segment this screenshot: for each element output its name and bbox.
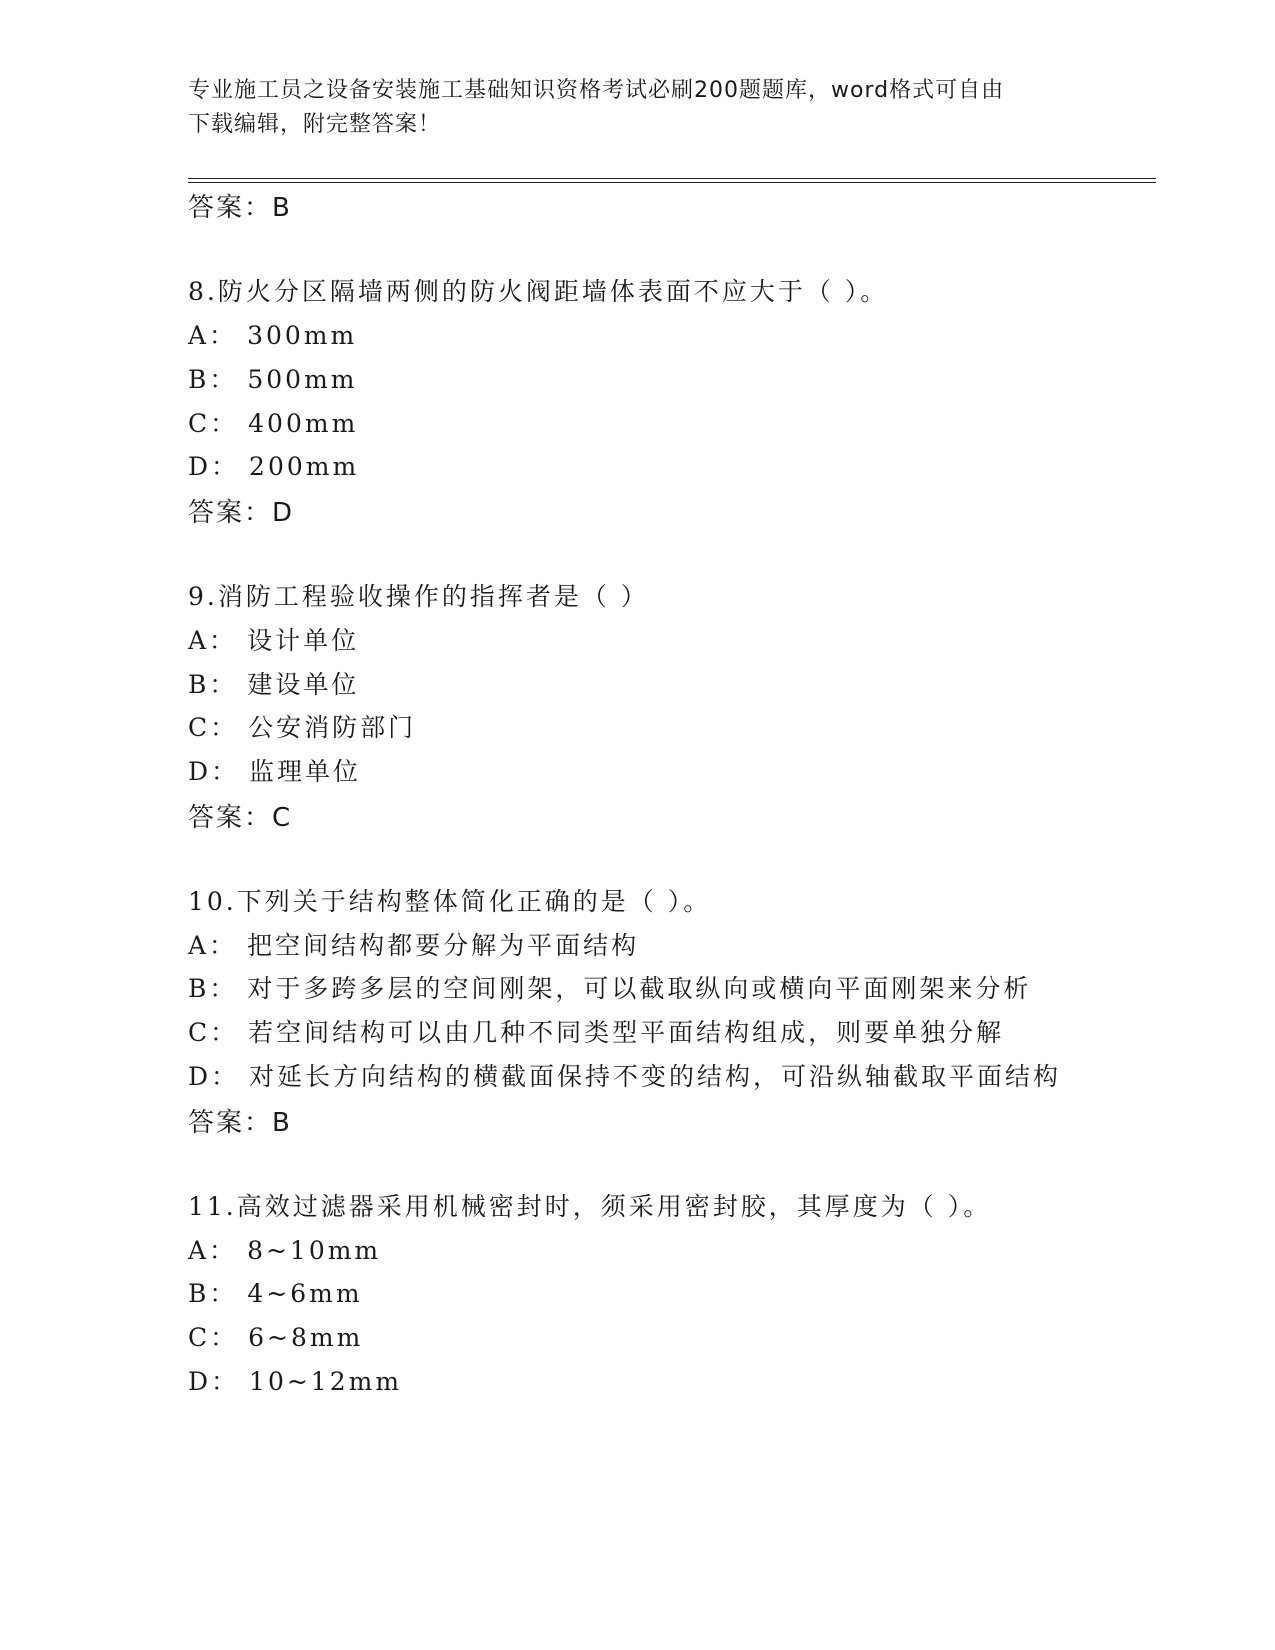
option-text: 把空间结构都要分解为平面结构 [247, 931, 640, 960]
question-11-option-c [188, 1323, 363, 1353]
question-11-stem: 11.高效过滤器采用机械密封时，须采用密封胶，其厚度为（ ）。 [188, 1192, 992, 1221]
question-11-option-d [188, 1367, 402, 1397]
answer-q9: 答案：C [188, 803, 293, 833]
option-text: 设计单位 [247, 626, 360, 655]
question-9-option-c [188, 713, 416, 743]
question-10-option-a [188, 931, 639, 961]
option-key: A： [188, 321, 238, 350]
question-8-option-a [188, 321, 357, 351]
question-11-option-b [188, 1279, 363, 1309]
option-text: 6~8mm [248, 1323, 364, 1352]
option-key: C： [188, 409, 239, 438]
option-text: 4~6mm [247, 1279, 363, 1308]
option-key: A： [188, 931, 238, 960]
option-text: 8~10mm [247, 1236, 382, 1265]
option-text: 监理单位 [249, 757, 362, 786]
option-text: 300mm [247, 321, 358, 350]
document-header [188, 74, 1088, 142]
option-key: C： [188, 1323, 239, 1352]
question-8-option-c [188, 409, 358, 439]
option-text: 公安消防部门 [248, 713, 417, 742]
option-text: 400mm [248, 409, 359, 438]
question-8-option-d [188, 452, 359, 482]
option-key: B： [188, 1279, 238, 1308]
option-text: 200mm [249, 452, 360, 481]
option-key: D： [188, 452, 240, 481]
question-9-option-a [188, 626, 359, 656]
option-key: D： [188, 757, 240, 786]
option-text: 对延长方向结构的横截面保持不变的结构，可沿纵轴截取平面结构 [249, 1062, 1062, 1091]
option-key: D： [188, 1062, 240, 1091]
option-key: C： [188, 713, 239, 742]
option-key: B： [188, 670, 238, 699]
option-key: C： [188, 1018, 239, 1047]
question-10-option-c [188, 1018, 1004, 1048]
question-9-stem: 9.消防工程验收操作的指挥者是（ ） [188, 582, 649, 611]
option-key: B： [188, 365, 238, 394]
option-text: 500mm [247, 365, 358, 394]
option-text: 对于多跨多层的空间刚架，可以截取纵向或横向平面刚架来分析 [247, 974, 1032, 1003]
question-10-option-b [188, 974, 1031, 1004]
option-key: A： [188, 626, 238, 655]
question-8-stem: 8.防火分区隔墙两侧的防火阀距墙体表面不应大于（ ）。 [188, 277, 889, 306]
answer-q10: 答案：B [188, 1108, 292, 1138]
option-text: 10~12mm [249, 1367, 403, 1396]
answer-q7: 答案：B [188, 193, 292, 223]
question-10-option-d [188, 1062, 1061, 1092]
option-text: 若空间结构可以由几种不同类型平面结构组成，则要单独分解 [248, 1018, 1005, 1047]
option-key: B： [188, 974, 238, 1003]
option-key: A： [188, 1236, 238, 1265]
option-key: D： [188, 1367, 240, 1396]
header-divider-bottom [188, 182, 1156, 183]
question-9-option-d [188, 757, 361, 787]
header-divider-top [188, 178, 1156, 179]
header-line-1: 专业施工员之设备安装施工基础知识资格考试必刷200题题库，word格式可自由 [188, 78, 1005, 103]
answer-q8: 答案：D [188, 498, 295, 528]
question-9-option-b [188, 670, 359, 700]
option-text: 建设单位 [247, 670, 360, 699]
question-10-stem: 10.下列关于结构整体简化正确的是（ ）。 [188, 887, 712, 916]
question-11-option-a [188, 1236, 381, 1266]
header-line-2: 下载编辑，附完整答案！ [188, 112, 442, 137]
question-8-option-b [188, 365, 358, 395]
